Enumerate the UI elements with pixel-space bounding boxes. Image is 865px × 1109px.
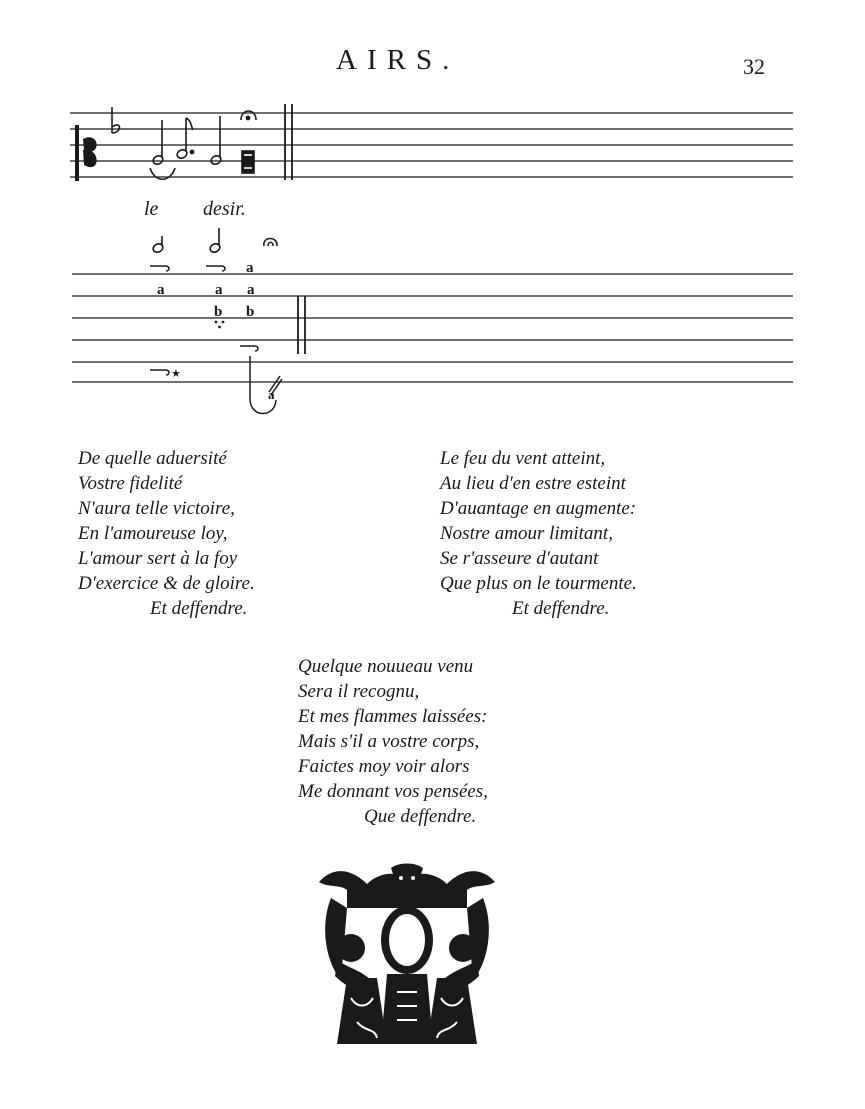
tab-letter: a [215,282,223,298]
tab-letter: a [247,282,255,298]
tab-letter: b [246,304,255,320]
tab-letter: a [268,387,275,402]
refrain-line: Et deffendre. [512,598,610,619]
verse-line: Quelque nouueau venu [298,656,474,677]
verse-line: En l'amoureuse loy, [78,523,228,544]
page-number: 32 [743,54,765,79]
verse-line: N'aura telle victoire, [78,498,235,519]
stanza-right [440,446,637,621]
verse-line: L'amour sert à la foy [78,548,238,569]
verse-line: Et mes flammes laissées: [298,706,488,727]
verse-line: Le feu du vent atteint, [440,448,606,469]
tab-letter: a [157,282,165,298]
verse-line: Nostre amour limitant, [440,523,613,544]
running-head: AIRS. [336,44,460,76]
verse-line: D'exercice & de gloire. [78,573,255,594]
verse-line: Que plus on le tourmente. [440,573,637,594]
c-clef-icon [75,125,97,181]
verse-line: D'auantage en augmente: [440,498,637,519]
tab-letter: a [246,260,254,276]
verse-line: Faictes moy voir alors [298,756,470,777]
tab-letters [157,260,275,402]
stanza-left [78,446,255,621]
tab-double-bar [298,296,305,354]
lyric-word: le [144,198,159,220]
tab-letter: b [214,304,223,320]
verse-line: Mais s'il a vostre corps, [298,731,480,752]
verse-line: Au lieu d'en estre esteint [440,473,626,494]
verse-line: Vostre fidelité [78,473,183,494]
lyric-word: desir. [203,198,246,220]
double-bar-line [285,104,292,180]
verse-line: Se r'asseure d'autant [440,548,599,569]
refrain-line: Et deffendre. [150,598,248,619]
lute-tablature [72,274,793,382]
vocal-staff [70,113,793,177]
stanza-center [298,654,488,829]
star-mark-icon: ★ [171,367,181,380]
verse-line: Me donnant vos pensées, [298,781,488,802]
printers-ornament-icon [317,864,497,1045]
verse-line: De quelle aduersité [78,448,227,469]
ornament-dots [215,321,225,329]
verse-line: Sera il recognu, [298,681,420,702]
refrain-line: Que deffendre. [364,806,477,827]
tab-rhythm-flags [152,228,277,254]
